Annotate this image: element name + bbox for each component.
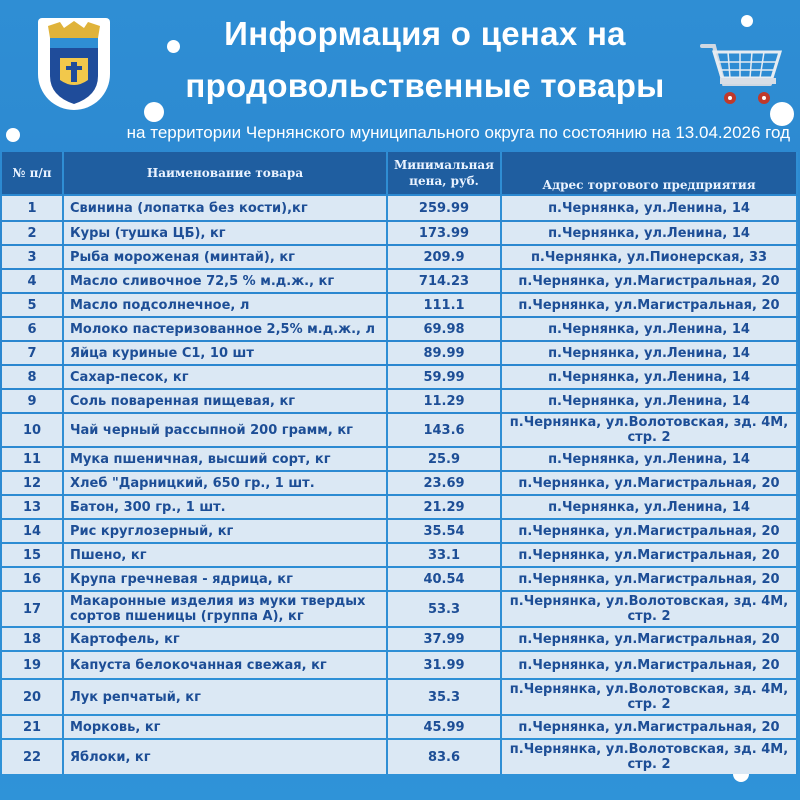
row-number: 21: [2, 716, 64, 738]
product-price: 259.99: [388, 196, 502, 220]
store-address: п.Чернянка, ул.Магистральная, 20: [502, 628, 798, 650]
table-row: [2, 270, 798, 292]
table-body: [2, 196, 798, 774]
store-address: п.Чернянка, ул.Магистральная, 20: [502, 294, 798, 316]
table-row: [2, 342, 798, 364]
row-number: 14: [2, 520, 64, 542]
product-price: 209.9: [388, 246, 502, 268]
product-name: Хлеб "Дарницкий, 650 гр., 1 шт.: [64, 472, 388, 494]
page-title: [140, 8, 710, 112]
product-price: 31.99: [388, 652, 502, 678]
product-name: Рис круглозерный, кг: [64, 520, 388, 542]
row-number: 5: [2, 294, 64, 316]
subtitle: на территории Чернянского муниципального округа по состоянию на 13.04.2026 год: [126, 123, 790, 142]
table-row: [2, 222, 798, 244]
product-price: 35.54: [388, 520, 502, 542]
product-name: Молоко пастеризованное 2,5% м.д.ж., л: [64, 318, 388, 340]
product-name: Сахар-песок, кг: [64, 366, 388, 388]
shopping-cart-icon: [700, 40, 786, 116]
product-name: Мука пшеничная, высший сорт, кг: [64, 448, 388, 470]
table-row: [2, 318, 798, 340]
table-row: [2, 716, 798, 738]
store-address: п.Чернянка, ул.Магистральная, 20: [502, 472, 798, 494]
table-row: [2, 740, 798, 774]
row-number: 18: [2, 628, 64, 650]
row-number: 9: [2, 390, 64, 412]
table-row: [2, 568, 798, 590]
store-address: п.Чернянка, ул.Магистральная, 20: [502, 652, 798, 678]
table-row: [2, 448, 798, 470]
product-price: 173.99: [388, 222, 502, 244]
row-number: 4: [2, 270, 64, 292]
table-row: [2, 472, 798, 494]
store-address: п.Чернянка, ул.Ленина, 14: [502, 366, 798, 388]
product-name: Свинина (лопатка без кости),кг: [64, 196, 388, 220]
store-address: п.Чернянка, ул.Волотовская, зд. 4М, стр. 2: [502, 592, 798, 626]
store-address: п.Чернянка, ул.Магистральная, 20: [502, 716, 798, 738]
product-price: 37.99: [388, 628, 502, 650]
product-name: Пшено, кг: [64, 544, 388, 566]
store-address: п.Чернянка, ул.Магистральная, 20: [502, 520, 798, 542]
store-address: п.Чернянка, ул.Ленина, 14: [502, 222, 798, 244]
store-address: п.Чернянка, ул.Ленина, 14: [502, 342, 798, 364]
row-number: 22: [2, 740, 64, 774]
product-price: 40.54: [388, 568, 502, 590]
row-number: 3: [2, 246, 64, 268]
row-number: 7: [2, 342, 64, 364]
product-name: Батон, 300 гр., 1 шт.: [64, 496, 388, 518]
row-number: 1: [2, 196, 64, 220]
product-price: 25.9: [388, 448, 502, 470]
store-address: п.Чернянка, ул.Ленина, 14: [502, 196, 798, 220]
row-number: 11: [2, 448, 64, 470]
product-name: Масло подсолнечное, л: [64, 294, 388, 316]
product-price: 11.29: [388, 390, 502, 412]
table-row: [2, 414, 798, 446]
row-number: 2: [2, 222, 64, 244]
store-address: п.Чернянка, ул.Магистральная, 20: [502, 544, 798, 566]
col-header-number: № п/п: [2, 152, 64, 194]
product-price: 21.29: [388, 496, 502, 518]
product-name: Рыба мороженая (минтай), кг: [64, 246, 388, 268]
store-address: п.Чернянка, ул.Ленина, 14: [502, 496, 798, 518]
table-row: [2, 246, 798, 268]
table-row: [2, 628, 798, 650]
col-header-name: Наименование товара: [64, 152, 388, 194]
row-number: 6: [2, 318, 64, 340]
product-price: 83.6: [388, 740, 502, 774]
decor-bubble: [741, 15, 753, 27]
product-price: 53.3: [388, 592, 502, 626]
table-row: [2, 496, 798, 518]
table-row: [2, 520, 798, 542]
product-price: 59.99: [388, 366, 502, 388]
store-address: п.Чернянка, ул.Ленина, 14: [502, 448, 798, 470]
row-number: 10: [2, 414, 64, 446]
product-price: 111.1: [388, 294, 502, 316]
product-name: Масло сливочное 72,5 % м.д.ж., кг: [64, 270, 388, 292]
table-row: [2, 592, 798, 626]
col-header-price: Минимальная цена, руб.: [388, 152, 502, 194]
product-name: Морковь, кг: [64, 716, 388, 738]
row-number: 20: [2, 680, 64, 714]
store-address: п.Чернянка, ул.Волотовская, зд. 4М, стр. 2: [502, 680, 798, 714]
row-number: 16: [2, 568, 64, 590]
table-row: [2, 680, 798, 714]
product-price: 35.3: [388, 680, 502, 714]
store-address: п.Чернянка, ул.Ленина, 14: [502, 318, 798, 340]
product-name: Чай черный рассыпной 200 грамм, кг: [64, 414, 388, 446]
title-line-1: Информация о ценах на: [224, 15, 626, 52]
product-name: Крупа гречневая - ядрица, кг: [64, 568, 388, 590]
row-number: 17: [2, 592, 64, 626]
product-name: Яблоки, кг: [64, 740, 388, 774]
table-header-row: [2, 152, 798, 194]
table-row: [2, 544, 798, 566]
table-row: [2, 652, 798, 678]
row-number: 15: [2, 544, 64, 566]
product-price: 69.98: [388, 318, 502, 340]
product-price: 143.6: [388, 414, 502, 446]
product-price: 23.69: [388, 472, 502, 494]
store-address: п.Чернянка, ул.Магистральная, 20: [502, 568, 798, 590]
row-number: 12: [2, 472, 64, 494]
row-number: 19: [2, 652, 64, 678]
table-row: [2, 366, 798, 388]
store-address: п.Чернянка, ул.Волотовская, зд. 4М, стр. 2: [502, 414, 798, 446]
title-line-2: продовольственные товары: [185, 67, 665, 104]
table-row: [2, 390, 798, 412]
product-price: 33.1: [388, 544, 502, 566]
col-header-address: Адрес торгового предприятия: [502, 152, 798, 194]
product-name: Картофель, кг: [64, 628, 388, 650]
product-price: 89.99: [388, 342, 502, 364]
store-address: п.Чернянка, ул.Пионерская, 33: [502, 246, 798, 268]
product-name: Макаронные изделия из муки твердых сортов пшеницы (группа А), кг: [64, 592, 388, 626]
store-address: п.Чернянка, ул.Волотовская, зд. 4М, стр. 2: [502, 740, 798, 774]
store-address: п.Чернянка, ул.Магистральная, 20: [502, 270, 798, 292]
product-name: Куры (тушка ЦБ), кг: [64, 222, 388, 244]
product-price: 714.23: [388, 270, 502, 292]
product-name: Лук репчатый, кг: [64, 680, 388, 714]
product-name: Капуста белокочанная свежая, кг: [64, 652, 388, 678]
store-address: п.Чернянка, ул.Ленина, 14: [502, 390, 798, 412]
table-row: [2, 294, 798, 316]
product-name: Соль поваренная пищевая, кг: [64, 390, 388, 412]
table-row: [2, 196, 798, 220]
price-table: [2, 150, 798, 776]
row-number: 8: [2, 366, 64, 388]
coat-of-arms-logo: [38, 18, 110, 110]
product-price: 45.99: [388, 716, 502, 738]
product-name: Яйца куриные С1, 10 шт: [64, 342, 388, 364]
row-number: 13: [2, 496, 64, 518]
